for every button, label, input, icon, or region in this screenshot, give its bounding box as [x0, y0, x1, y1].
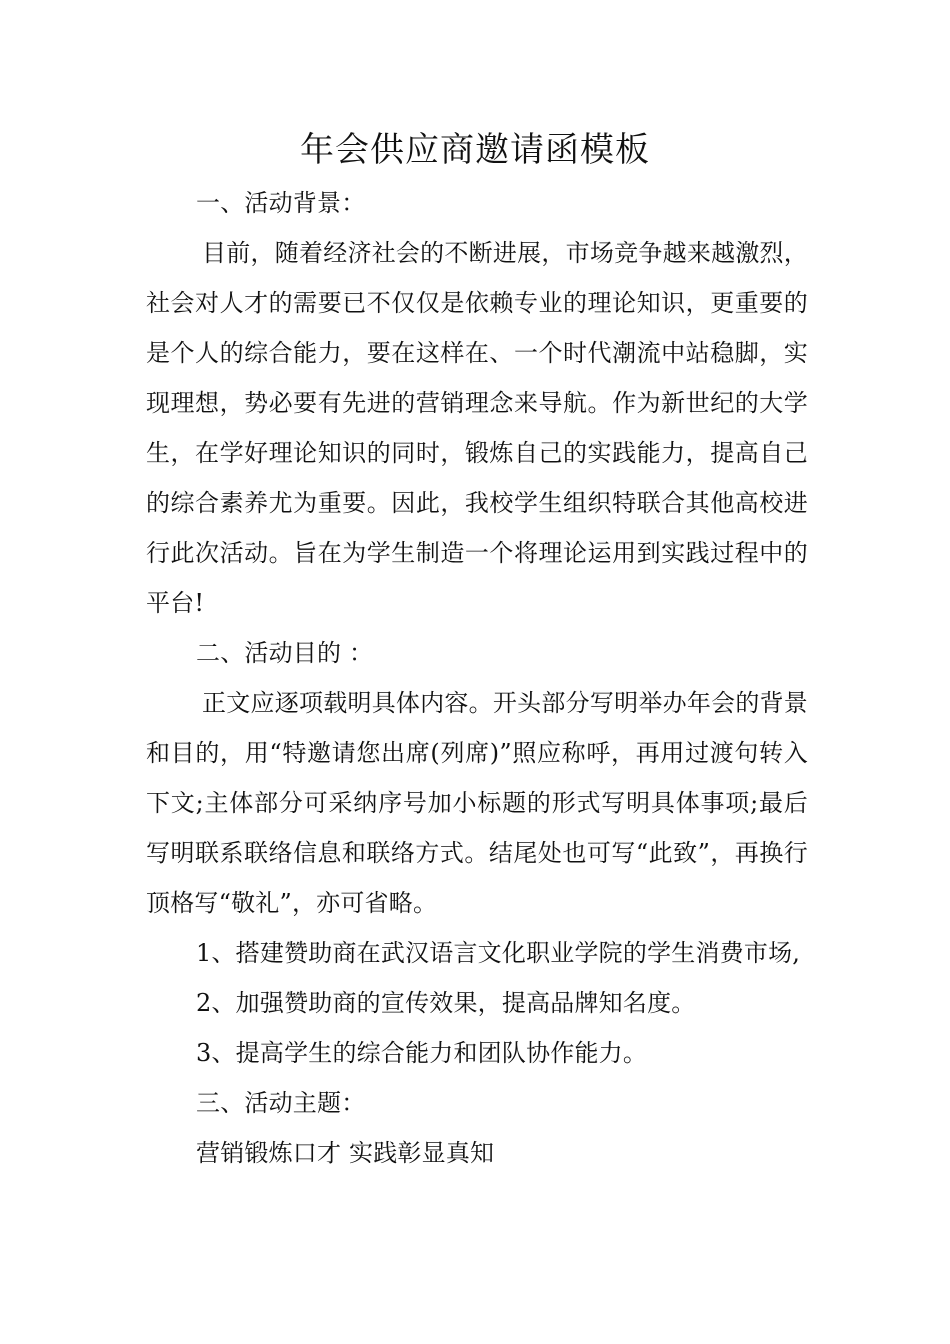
paragraph-theme: 营销锻炼口才 实践彰显真知	[196, 1139, 495, 1167]
goal-item-3: 3、提高学生的综合能力和团队协作能力。	[196, 1039, 648, 1067]
goal-item-2: 2、加强赞助商的宣传效果，提高品牌知名度。	[196, 989, 696, 1017]
goal-item-1: 1、搭建赞助商在武汉语言文化职业学院的学生消费市场,	[196, 939, 801, 967]
section-heading-background: 一、活动背景：	[196, 189, 366, 217]
paragraph-purpose: 正文应逐项载明具体内容。开头部分写明举办年会的背景和目的，用“特邀请您出席(列席)”照应称呼，再用过渡句转入下文;主体部分可采纳序号加小标题的形式写明具体事项;最后写明联系联络信息和联络方式。结尾处也可写“此致”，再换行顶格写“敬礼”，亦可省略。	[146, 689, 808, 917]
document-body	[146, 178, 808, 1178]
paragraph-background: 目前，随着经济社会的不断进展，市场竞争越来越激烈，社会对人才的需要已不仅仅是依赖专业的理论知识，更重要的是个人的综合能力，要在这样在、一个时代潮流中站稳脚，实现理想，势必要有先进的营销理念来导航。作为新世纪的大学生，在学好理论知识的同时，锻炼自己的实践能力，提高自己的综合素养尤为重要。因此，我校学生组织特联合其他高校进行此次活动。旨在为学生制造一个将理论运用到实践过程中的平台!	[146, 239, 808, 617]
section-heading-purpose: 二、活动目的 ：	[196, 639, 374, 667]
section-heading-theme: 三、活动主题：	[196, 1089, 366, 1117]
document-title: 年会供应商邀请函模板	[300, 130, 650, 170]
